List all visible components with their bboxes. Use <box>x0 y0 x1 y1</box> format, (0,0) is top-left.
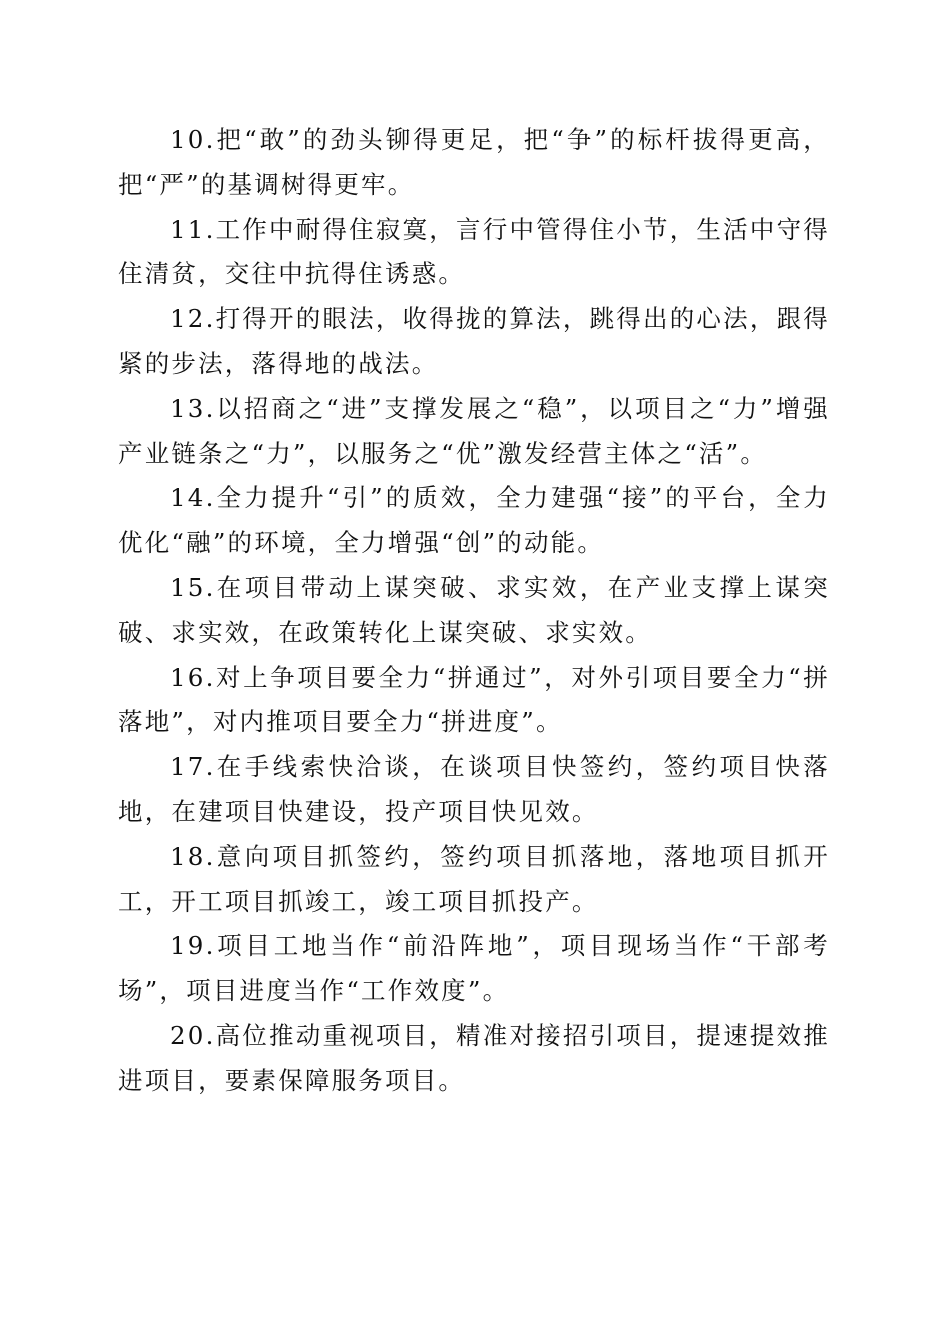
list-item <box>118 208 830 298</box>
item-text: 打得开的眼法，收得拢的算法，跳得出的心法，跟得紧的步法，落得地的战法。 <box>118 304 830 378</box>
item-text: 工作中耐得住寂寞，言行中管得住小节，生活中守得住清贫，交往中抗得住诱惑。 <box>118 214 830 289</box>
list-item <box>118 118 830 208</box>
list-item <box>118 924 830 1014</box>
item-text: 在手线索快洽谈，在谈项目快签约，签约项目快落地，在建项目快建设，投产项目快见效。 <box>118 752 830 826</box>
item-number: 10. <box>170 125 216 154</box>
item-text: 在项目带动上谋突破、求实效，在产业支撑上谋突破、求实效，在政策转化上谋突破、求实效。 <box>118 572 830 647</box>
item-number: 13. <box>170 393 216 423</box>
item-number: 14. <box>170 483 216 513</box>
item-text: 全力提升“引”的质效，全力建强“接”的平台，全力优化“融”的环境，全力增强“创”的动能。 <box>118 483 830 558</box>
item-text: 对上争项目要全力“拼通过”，对外引项目要全力“拼落地”，对内推项目要全力“拼进度”。 <box>118 662 830 737</box>
list-item <box>118 745 830 835</box>
item-number: 20. <box>170 1020 216 1050</box>
list-item <box>118 387 830 477</box>
item-text: 以招商之“进”支撑发展之“稳”，以项目之“力”增强产业链条之“力”，以服务之“优”激发经营主体之“活”。 <box>118 393 830 468</box>
item-text: 把“敢”的劲头铆得更足，把“争”的标杆拔得更高，把“严”的基调树得更牢。 <box>118 125 830 199</box>
list-item <box>118 566 830 656</box>
item-number: 15. <box>170 572 216 602</box>
item-number: 17. <box>170 752 216 782</box>
list-item <box>118 476 830 566</box>
list-item <box>118 656 830 746</box>
document-body <box>118 118 830 1104</box>
item-number: 11. <box>170 214 216 244</box>
item-text: 项目工地当作“前沿阵地”，项目现场当作“干部考场”，项目进度当作“工作效度”。 <box>118 931 830 1006</box>
item-number: 16. <box>170 662 216 692</box>
item-text: 高位推动重视项目，精准对接招引项目，提速提效推进项目，要素保障服务项目。 <box>118 1020 830 1095</box>
list-item <box>118 297 830 387</box>
list-item <box>118 835 830 925</box>
item-number: 19. <box>170 931 216 961</box>
item-number: 18. <box>170 841 216 871</box>
item-number: 12. <box>170 304 216 334</box>
list-item <box>118 1014 830 1104</box>
item-text: 意向项目抓签约，签约项目抓落地，落地项目抓开工，开工项目抓竣工，竣工项目抓投产。 <box>118 841 830 916</box>
